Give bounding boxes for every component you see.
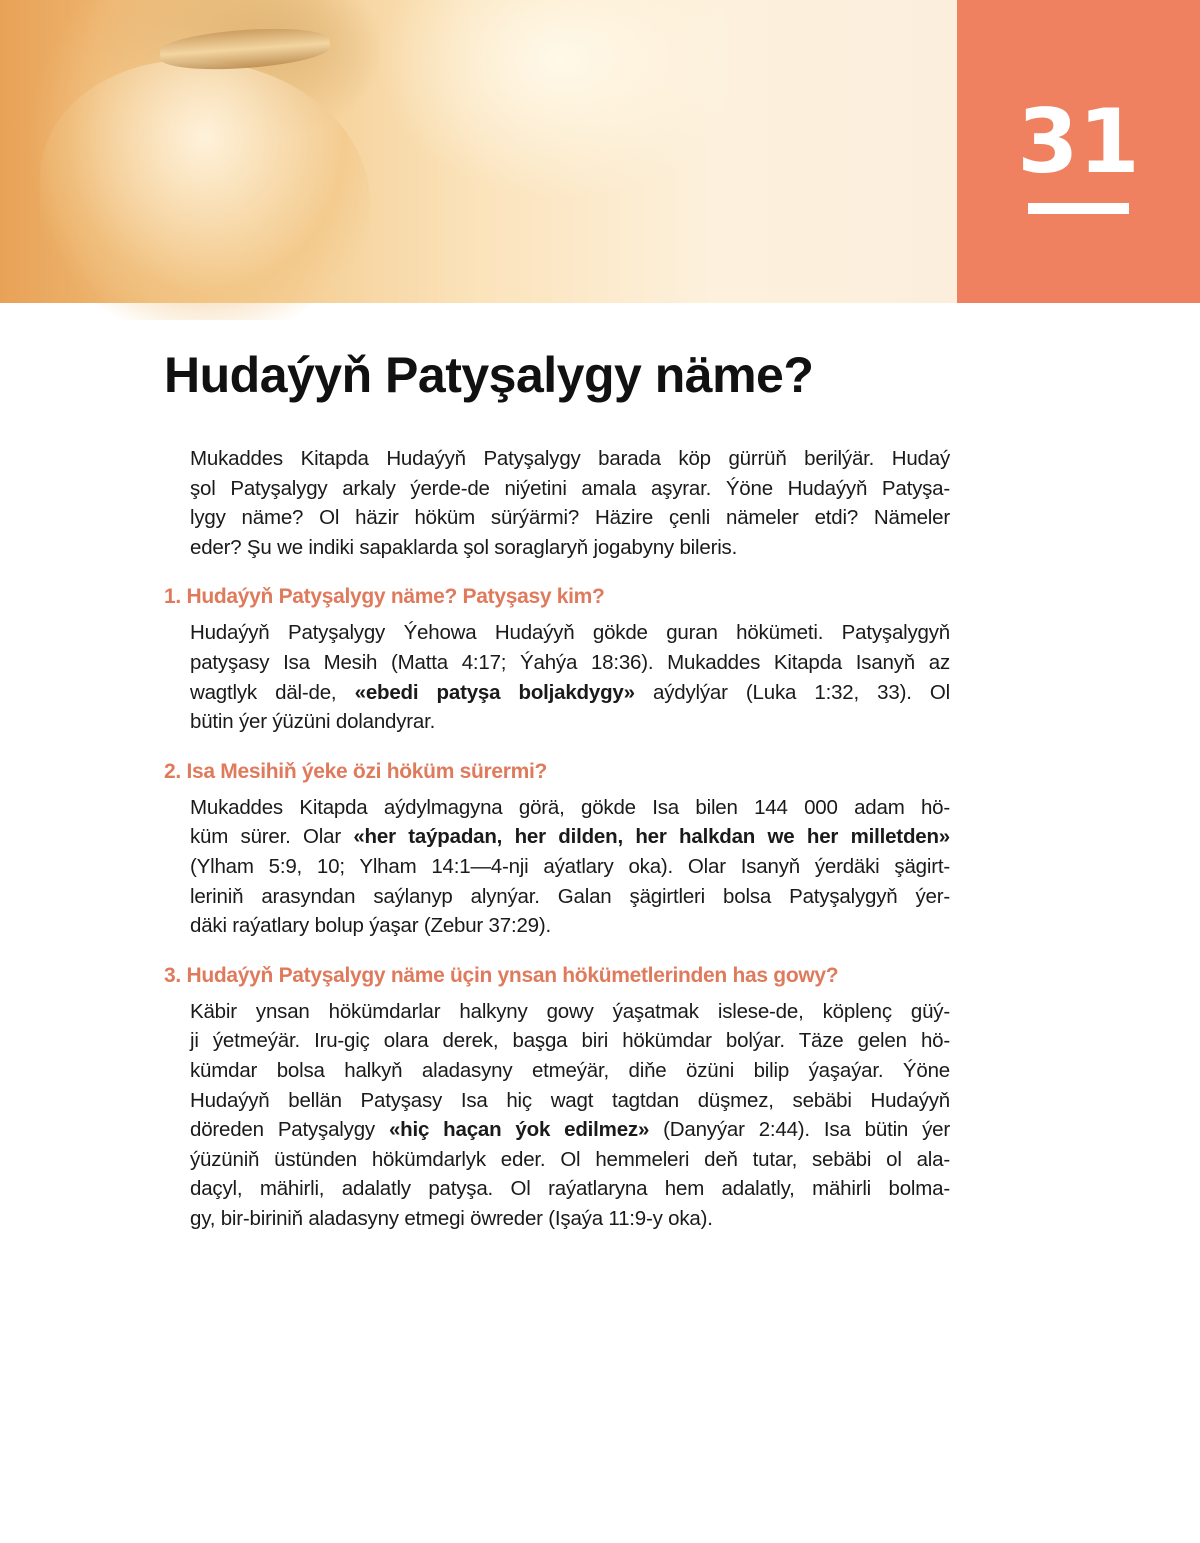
- chapter-number: 31: [1017, 90, 1140, 193]
- text-line: [190, 533, 950, 563]
- bold-quote: «her taýpadan, her dilden, her halkdan we her milletden»: [353, 825, 950, 849]
- text-line: [190, 793, 950, 823]
- text-line: [190, 1086, 950, 1116]
- lesson-content: [164, 444, 950, 1253]
- text-segment: kümdar bolsa halkyň aladasyny etmeýär, diňe özüni bilip ýaşaýar. Ýöne: [190, 1058, 950, 1082]
- king-figure-image: [40, 60, 370, 320]
- text-segment: gy, bir-biriniň aladasyny etmegi öwreder (Işaýa 11:9-y oka).: [190, 1206, 713, 1230]
- question-heading: 1. Hudaýyň Patyşalygy näme? Patyşasy kim?: [164, 585, 605, 609]
- question-heading: 3. Hudaýyň Patyşalygy näme üçin ynsan hökümetlerinden has gowy?: [164, 963, 839, 987]
- text-segment: Käbir ynsan hökümdarlar halkyny gowy ýaşatmak islese-de, köplenç güý-: [190, 999, 950, 1023]
- bold-quote: «ebedi patyşa boljakdygy»: [354, 680, 635, 704]
- text-segment: Hudaýyň Patyşalygy Ýehowa Hudaýyň gökde guran hökümeti. Patyşalygyň: [190, 621, 950, 645]
- question-heading: 2. Isa Mesihiň ýeke özi höküm sürermi?: [164, 759, 548, 783]
- text-segment: leriniň arasyndan saýlanyp alynýar. Galan şägirtleri bolsa Patyşalygyň ýer-: [190, 884, 950, 908]
- text-line: [190, 882, 950, 912]
- paragraph: [190, 618, 950, 736]
- paragraph: [190, 997, 950, 1234]
- paragraph: [190, 444, 950, 562]
- text-segment: Mukaddes Kitapda Hudaýyň Patyşalygy barada köp gürrüň berilýär. Hudaý: [190, 447, 950, 470]
- text-segment: küm sürer. Olar: [190, 825, 354, 849]
- text-line: [190, 474, 950, 504]
- text-segment: eder? Şu we indiki sapaklarda şol soraglaryň jogabyny bileris.: [190, 535, 738, 559]
- chapter-underline: [1028, 203, 1129, 214]
- text-line: [190, 678, 950, 708]
- text-line: [190, 911, 950, 941]
- text-segment: şol Patyşalygy arkaly ýerde-de niýetini amala aşyrar. Ýöne Hudaýyň Patyşa-: [190, 476, 950, 500]
- text-segment: patyşasy Isa Mesih (Matta 4:17; Ýahýa 18:36). Mukaddes Kitapda Isanyň az: [190, 650, 950, 674]
- text-line: [190, 1056, 950, 1086]
- text-line: [190, 852, 950, 882]
- text-line: [190, 444, 950, 474]
- text-line: [190, 707, 950, 737]
- text-line: [190, 1026, 950, 1056]
- text-segment: Hudaýyň bellän Patyşasy Isa hiç wagt tagtdan düşmez, sebäbi Hudaýyň: [190, 1088, 950, 1112]
- text-line: [190, 1115, 950, 1145]
- text-segment: (Ylham 5:9, 10; Ylham 14:1—4-nji aýatlary oka). Olar Isanyň ýerdäki şägirt-: [190, 854, 950, 878]
- text-segment: döreden Patyşalygy: [190, 1118, 389, 1142]
- text-segment: (Danyýar 2:44). Isa bütin ýer: [649, 1118, 951, 1142]
- text-line: [190, 1174, 950, 1204]
- text-line: [190, 1145, 950, 1175]
- text-segment: däki raýatlary bolup ýaşar (Zebur 37:29).: [190, 914, 551, 938]
- text-line: [190, 1204, 950, 1234]
- text-segment: daçyl, mähirli, adalatly patyşa. Ol raýatlaryna hem adalatly, mähirli bolma-: [190, 1177, 950, 1201]
- bold-quote: «hiç haçan ýok edilmez»: [388, 1118, 650, 1142]
- header-illustration: [0, 0, 957, 303]
- text-segment: wagtlyk däl-de,: [190, 680, 355, 704]
- text-line: [190, 618, 950, 648]
- text-segment: bütin ýer ýüzüni dolandyrar.: [190, 710, 436, 734]
- text-segment: lygy näme? Ol häzir höküm sürýärmi? Häzire çenli nämeler etdi? Nämeler: [190, 506, 950, 530]
- text-line: [190, 997, 950, 1027]
- paragraph: [190, 793, 950, 941]
- text-segment: Mukaddes Kitapda aýdylmagyna görä, gökde Isa bilen 144 000 adam hö-: [190, 795, 950, 819]
- text-segment: ýüzüniň üstünden hökümdarlyk eder. Ol hemmeleri deň tutar, sebäbi ol ala-: [190, 1147, 950, 1171]
- text-segment: ji ýetmeýär. Iru-giç olara derek, başga biri hökümdar bolýar. Täze gelen hö-: [190, 1029, 950, 1053]
- chapter-number-box: [957, 0, 1200, 303]
- text-line: [190, 503, 950, 533]
- page-title: Hudaýyň Patyşalygy näme?: [164, 347, 814, 403]
- crown-image: [159, 24, 331, 74]
- text-segment: aýdylýar (Luka 1:32, 33). Ol: [634, 680, 950, 704]
- text-line: [190, 648, 950, 678]
- text-line: [190, 822, 950, 852]
